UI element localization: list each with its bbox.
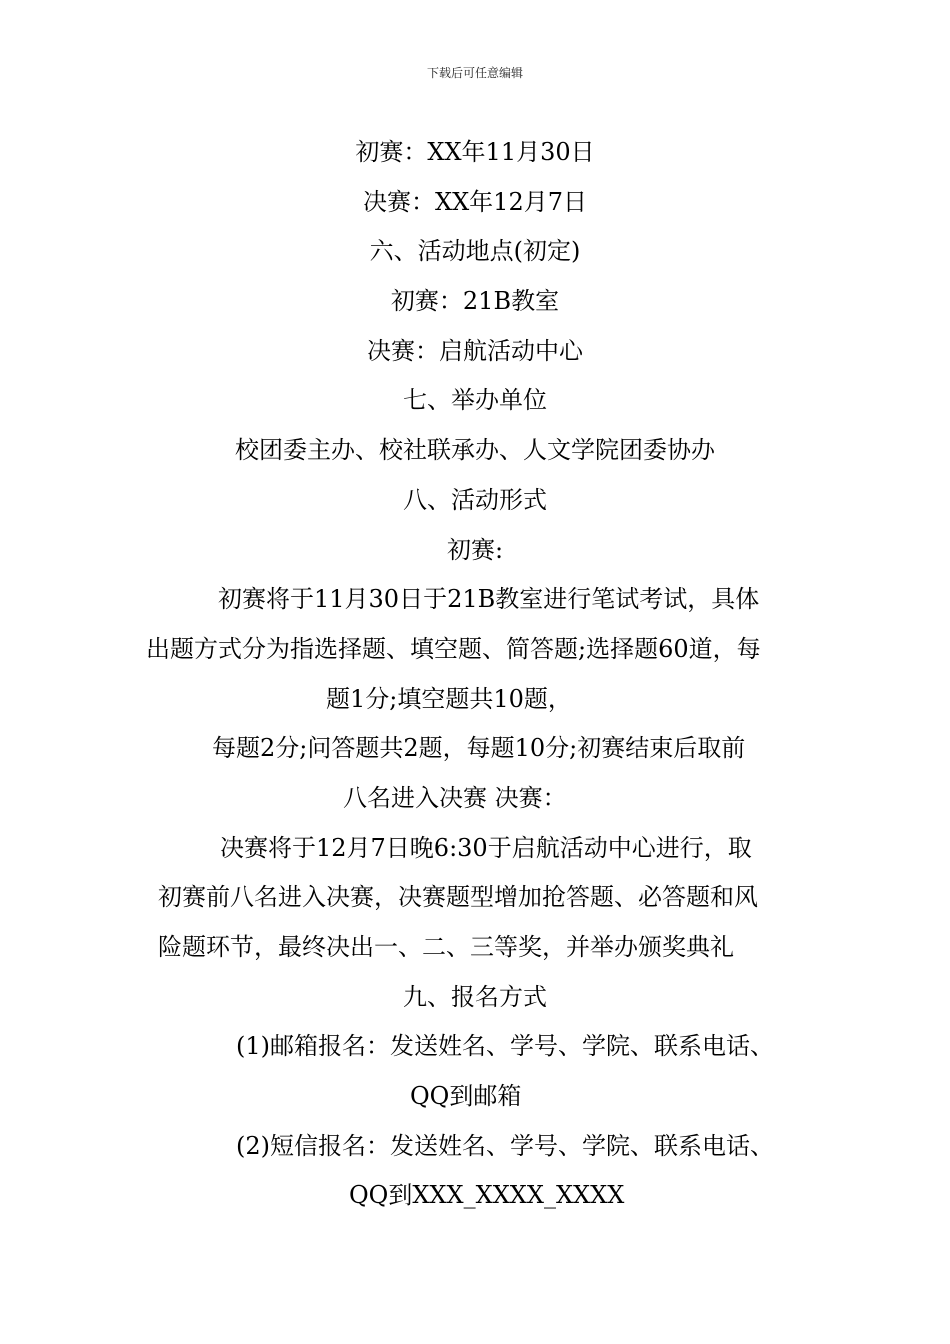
paragraph-line: 出题方式分为指选择题、填空题、简答题;选择题60道，每: [146, 634, 761, 663]
document-body: [0, 128, 950, 1221]
paragraph-line: 题1分;填空题共10题，: [326, 684, 572, 713]
paragraph-line: 初赛前八名进入决赛，决赛题型增加抢答题、必答题和风: [158, 883, 758, 912]
paragraph-line: 险题环节，最终决出一、二、三等奖，并举办颁奖典礼: [158, 933, 734, 961]
paragraph-line: 八名进入决赛 决赛：: [343, 783, 567, 812]
prelim-location: 初赛：21B教室: [390, 287, 560, 316]
section-heading-location: 六、活动地点(初定): [369, 237, 581, 266]
organizers: 校团委主办、校社联承办、人文学院团委协办: [235, 436, 715, 465]
registration-email-cont: QQ到邮箱: [410, 1082, 522, 1111]
section-heading-registration: 九、报名方式: [403, 982, 547, 1011]
registration-email: (1)邮箱报名：发送姓名、学号、学院、联系电话、: [236, 1032, 774, 1061]
registration-sms: (2)短信报名：发送姓名、学号、学院、联系电话、: [236, 1131, 774, 1160]
paragraph-line: 每题2分;问答题共2题，每题10分;初赛结束后取前: [212, 734, 746, 763]
final-location: 决赛：启航活动中心: [367, 336, 583, 365]
paragraph-line: 决赛将于12月7日晚6:30于启航活动中心进行，取: [220, 833, 752, 862]
section-heading-format: 八、活动形式: [403, 485, 547, 514]
section-heading-organizers: 七、举办单位: [403, 386, 547, 415]
registration-sms-cont: QQ到XXX_XXXX_XXXX: [349, 1181, 625, 1210]
prelim-date: 初赛：XX年11月30日: [355, 138, 595, 166]
page-header: 下载后可任意编辑: [426, 66, 523, 80]
prelim-label: 初赛:: [446, 535, 504, 564]
paragraph-line: 初赛将于11月30日于21B教室进行笔试考试，具体: [218, 585, 760, 614]
final-date: 决赛：XX年12月7日: [363, 187, 587, 216]
